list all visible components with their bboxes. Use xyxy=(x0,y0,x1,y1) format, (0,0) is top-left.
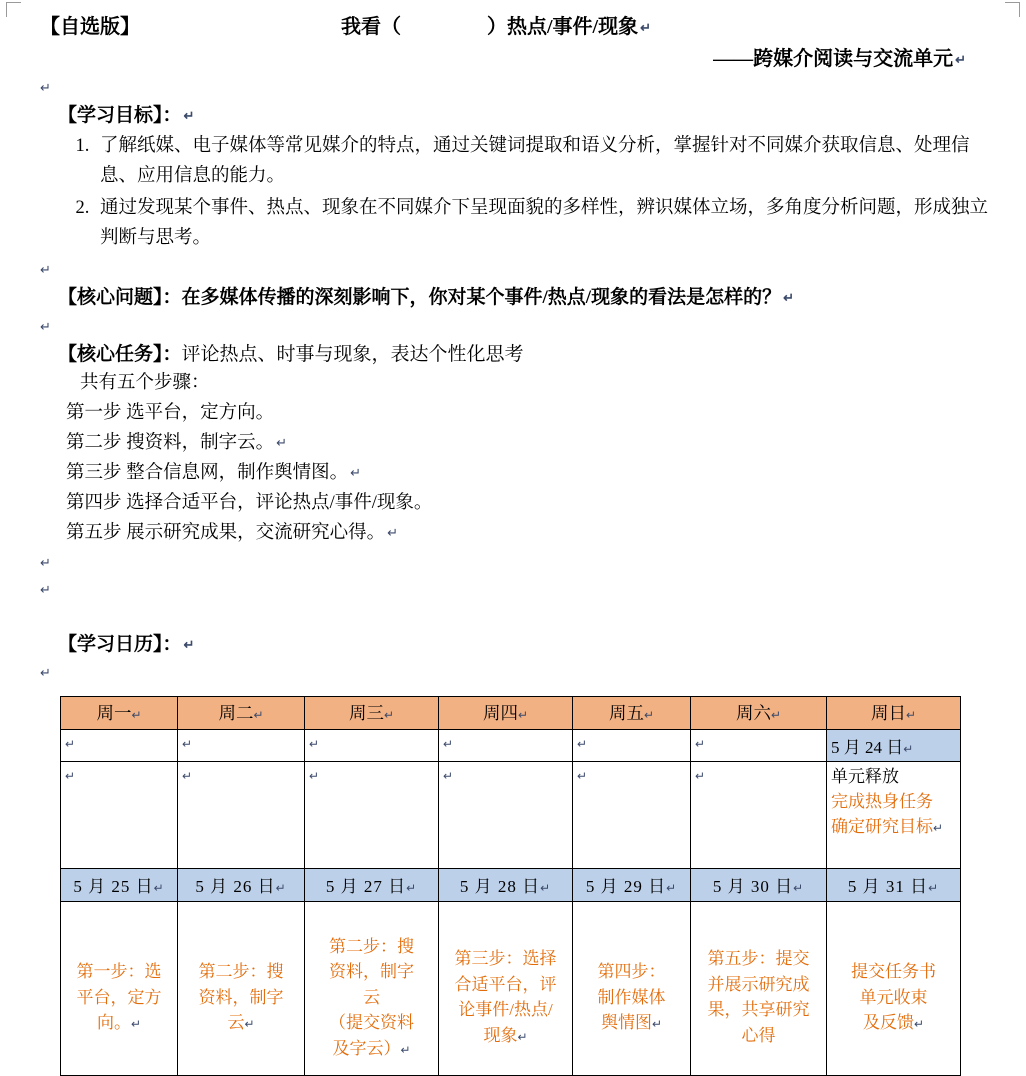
task-wed-line-4: （提交资料 xyxy=(329,1013,414,1033)
weekday-thu-label: 周四 xyxy=(482,703,518,724)
pilcrow-icon: ↵ xyxy=(244,1017,255,1032)
note-cell-thu xyxy=(439,762,573,869)
task-mon-line-3-text: 向。 xyxy=(96,1013,131,1033)
task-thu-line-1: 第三步：选择 xyxy=(454,949,557,969)
task-fri-line-2: 制作媒体 xyxy=(597,987,666,1007)
pilcrow-icon: ↵ xyxy=(40,582,51,597)
learning-objectives-list xyxy=(36,132,994,254)
title-center-suffix: ）热点/事件/现象 xyxy=(487,16,639,38)
core-question-text: 在多媒体传播的深刻影响下，你对某个事件/热点/现象的看法是怎样的？ xyxy=(181,287,782,309)
pilcrow-icon: ↵ xyxy=(517,708,529,723)
pilcrow-icon: ↵ xyxy=(695,737,706,752)
calendar-heading-text: 【学习日历】： xyxy=(58,634,182,655)
task-wed-line-3: 云 xyxy=(363,987,380,1007)
learning-objective-2: 通过发现某个事件、热点、现象在不同媒介下呈现面貌的多样性，辨识媒体立场，多角度分析问题，形成独立判断与思考。 xyxy=(100,198,989,249)
learning-objective-1: 了解纸媒、电子媒体等常见媒介的特点，通过关键词提取和语义分析，掌握针对不同媒介获取信息、处理信息、应用信息的能力。 xyxy=(100,136,970,187)
step-3 xyxy=(36,459,994,489)
title-left: 【自选版】 xyxy=(40,16,140,38)
weekday-tue-label: 周二 xyxy=(218,703,254,724)
sunday-note-line-1: 单元释放 xyxy=(831,767,899,787)
task-fri-line-3 xyxy=(577,1010,686,1036)
pilcrow-icon: ↵ xyxy=(383,708,395,723)
step-4 xyxy=(36,489,994,519)
date-may-31-label: 5 月 31 日 xyxy=(847,877,929,897)
blank-cell-thu xyxy=(439,730,573,762)
date-may-26-label: 5 月 26 日 xyxy=(195,877,276,897)
pilcrow-icon: ↵ xyxy=(40,665,51,681)
pilcrow-icon: ↵ xyxy=(153,881,165,896)
date-may-25-label: 5 月 25 日 xyxy=(73,877,154,897)
weekday-mon xyxy=(61,697,178,730)
pilcrow-icon: ↵ xyxy=(651,1017,663,1032)
date-cell-may-30 xyxy=(691,869,827,902)
task-thu-line-4-text: 现象 xyxy=(483,1025,518,1045)
task-mon-line-1: 第一步：选 xyxy=(76,962,162,982)
pilcrow-icon: ↵ xyxy=(695,769,706,784)
task-thu-line-2: 合适平台，评 xyxy=(454,974,557,994)
weekday-thu xyxy=(439,697,573,730)
pilcrow-icon: ↵ xyxy=(783,290,794,306)
step-1 xyxy=(36,399,994,429)
pilcrow-icon: ↵ xyxy=(182,737,193,752)
pilcrow-icon: ↵ xyxy=(955,52,966,67)
weekday-sat xyxy=(691,697,827,730)
date-cell-may-29 xyxy=(573,869,691,902)
pilcrow-icon: ↵ xyxy=(183,108,195,123)
date-cell-may-25 xyxy=(61,869,178,902)
pilcrow-icon: ↵ xyxy=(443,769,454,784)
task-sun-line-1: 提交任务书 xyxy=(851,962,936,982)
task-sat-line-4 xyxy=(695,1023,822,1049)
list-item xyxy=(94,194,994,254)
pilcrow-icon: ↵ xyxy=(643,708,655,723)
step-5 xyxy=(36,519,994,549)
document-body xyxy=(36,10,994,1076)
task-sat-line-1: 第五步：提交 xyxy=(707,949,810,969)
note-cell-tue xyxy=(178,762,305,869)
pilcrow-icon: ↵ xyxy=(387,525,399,541)
page-crop-mark-top-left xyxy=(6,2,21,17)
pilcrow-icon: ↵ xyxy=(913,1017,925,1032)
pilcrow-icon: ↵ xyxy=(793,881,805,896)
pilcrow-icon: ↵ xyxy=(309,769,320,784)
steps-intro-text: 共有五个步骤： xyxy=(80,373,210,394)
step-1-text: 第一步 选平台，定方向。 xyxy=(66,403,275,424)
task-sat-line-2: 并展示研究成 xyxy=(707,974,810,994)
page-crop-mark-top-right xyxy=(1005,2,1020,17)
core-question-heading: 【核心问题】： xyxy=(58,287,182,309)
step-2-text: 第二步 搜资料，制字云。 xyxy=(66,433,275,454)
subtitle-text: ——跨媒介阅读与交流单元 xyxy=(713,48,954,70)
task-tue-line-3-text: 云 xyxy=(227,1013,245,1033)
pilcrow-icon: ↵ xyxy=(183,637,195,652)
study-calendar-table xyxy=(60,696,961,1076)
step-3-text: 第三步 整合信息网，制作舆情图。 xyxy=(66,463,349,484)
task-tue-line-3 xyxy=(182,1010,300,1036)
date-cell-may-27 xyxy=(305,869,439,902)
pilcrow-icon: ↵ xyxy=(130,1017,142,1032)
step-2 xyxy=(36,429,994,459)
pilcrow-icon: ↵ xyxy=(309,737,320,752)
empty-paragraph xyxy=(36,603,994,630)
learning-objectives-heading-text: 【学习目标】： xyxy=(58,105,182,126)
task-thu-line-3: 论事件/热点/ xyxy=(458,1000,553,1020)
table-row xyxy=(61,762,961,869)
task-fri-line-1: 第四步： xyxy=(597,962,666,982)
core-task-heading: 【核心任务】： xyxy=(58,343,182,365)
date-cell-may-26 xyxy=(178,869,305,902)
document-title-row xyxy=(36,10,994,42)
pilcrow-icon: ↵ xyxy=(933,820,944,835)
empty-paragraph xyxy=(36,549,994,576)
empty-paragraph xyxy=(36,313,994,340)
task-tue-line-2: 资料，制字 xyxy=(198,987,284,1007)
note-cell-mon xyxy=(61,762,178,869)
pilcrow-icon: ↵ xyxy=(40,555,51,570)
pilcrow-icon: ↵ xyxy=(666,881,678,896)
weekday-sat-label: 周六 xyxy=(735,703,771,724)
pilcrow-icon: ↵ xyxy=(540,881,552,896)
blank-cell-sat xyxy=(691,730,827,762)
task-mon-line-2: 平台，定方 xyxy=(76,987,162,1007)
pilcrow-icon: ↵ xyxy=(40,80,51,95)
empty-paragraph xyxy=(36,74,994,101)
list-item xyxy=(94,132,994,192)
pilcrow-icon: ↵ xyxy=(928,881,940,896)
pilcrow-icon: ↵ xyxy=(65,769,76,784)
blank-cell-tue xyxy=(178,730,305,762)
title-center-prefix: 我看（ xyxy=(341,16,401,38)
empty-paragraph xyxy=(36,576,994,603)
document-subtitle xyxy=(713,42,966,71)
date-may-27-label: 5 月 27 日 xyxy=(325,877,407,897)
blank-cell-mon xyxy=(61,730,178,762)
note-cell-sat xyxy=(691,762,827,869)
pilcrow-icon: ↵ xyxy=(640,20,652,35)
task-wed-line-1: 第二步：搜 xyxy=(329,936,414,956)
task-sun-line-2: 单元收束 xyxy=(859,987,928,1007)
calendar-heading xyxy=(36,630,994,659)
task-tue-line-1: 第二步：搜 xyxy=(198,962,284,982)
task-sat-line-4-text: 心得 xyxy=(741,1025,776,1045)
pilcrow-icon: ↵ xyxy=(517,1029,528,1044)
weekday-fri xyxy=(573,697,691,730)
pilcrow-icon: ↵ xyxy=(577,769,588,784)
pilcrow-icon: ↵ xyxy=(903,742,914,757)
task-mon-line-3 xyxy=(65,1010,173,1036)
calendar-wrapper xyxy=(36,696,994,1076)
core-task-line xyxy=(36,340,994,369)
core-task-text: 评论热点、时事与现象，表达个性化思考 xyxy=(181,343,524,365)
weekday-fri-label: 周五 xyxy=(608,703,644,724)
note-cell-fri xyxy=(573,762,691,869)
task-fri-line-3-text: 舆情图 xyxy=(600,1013,652,1033)
date-may-29-label: 5 月 29 日 xyxy=(585,877,667,897)
pilcrow-icon: ↵ xyxy=(65,737,76,752)
date-cell-may-28 xyxy=(439,869,573,902)
weekday-wed xyxy=(305,697,439,730)
task-wed-line-5 xyxy=(309,1036,434,1062)
blank-cell-wed xyxy=(305,730,439,762)
note-cell-wed xyxy=(305,762,439,869)
sunday-note-line-2: 完成热身任务 xyxy=(831,792,933,812)
pilcrow-icon: ↵ xyxy=(443,737,454,752)
task-wed-line-2: 资料，制字 xyxy=(329,962,414,982)
sunday-note-line-3 xyxy=(831,815,956,840)
note-cell-sun xyxy=(827,762,961,869)
date-cell-may-31 xyxy=(827,869,961,902)
task-thu-line-4 xyxy=(443,1023,568,1049)
empty-paragraph xyxy=(36,659,994,686)
document-subtitle-row xyxy=(36,42,994,74)
weekday-mon-label: 周一 xyxy=(96,703,132,724)
pilcrow-icon: ↵ xyxy=(182,769,193,784)
pilcrow-icon: ↵ xyxy=(400,1042,411,1057)
title-center xyxy=(341,10,651,39)
pilcrow-icon: ↵ xyxy=(770,708,782,723)
weekday-tue xyxy=(178,697,305,730)
date-may-24-label: 5 月 24 日 xyxy=(831,738,904,758)
empty-paragraph xyxy=(36,256,994,283)
step-4-text: 第四步 选择合适平台，评论热点/事件/现象。 xyxy=(66,493,433,514)
weekday-wed-label: 周三 xyxy=(348,703,384,724)
pilcrow-icon: ↵ xyxy=(276,435,288,451)
table-row xyxy=(61,730,961,762)
sunday-note-line-3-text: 确定研究目标 xyxy=(831,816,933,836)
weekday-sun xyxy=(827,697,961,730)
pilcrow-icon: ↵ xyxy=(253,708,264,723)
date-may-28-label: 5 月 28 日 xyxy=(459,877,541,897)
table-header-row xyxy=(61,697,961,730)
task-sun-line-3 xyxy=(831,1010,956,1036)
task-sun-line-3-text: 及反馈 xyxy=(862,1013,914,1033)
pilcrow-icon: ↵ xyxy=(350,465,362,481)
date-cell-may-24 xyxy=(827,730,961,762)
pilcrow-icon: ↵ xyxy=(275,881,287,896)
pilcrow-icon: ↵ xyxy=(40,318,51,334)
pilcrow-icon: ↵ xyxy=(577,737,588,752)
step-5-text: 第五步 展示研究成果，交流研究心得。 xyxy=(66,523,386,544)
weekday-sun-label: 周日 xyxy=(870,703,906,724)
date-may-30-label: 5 月 30 日 xyxy=(712,877,794,897)
blank-cell-fri xyxy=(573,730,691,762)
pilcrow-icon: ↵ xyxy=(40,262,51,278)
steps-intro xyxy=(36,369,994,399)
core-question-line xyxy=(36,283,994,312)
table-row xyxy=(61,869,961,902)
pilcrow-icon: ↵ xyxy=(905,708,917,723)
pilcrow-icon: ↵ xyxy=(131,708,142,723)
pilcrow-icon: ↵ xyxy=(406,881,418,896)
task-sat-line-3: 果，共享研究 xyxy=(707,1000,810,1020)
learning-objectives-heading xyxy=(36,101,994,130)
task-wed-line-5-text: 及字云） xyxy=(332,1038,401,1058)
